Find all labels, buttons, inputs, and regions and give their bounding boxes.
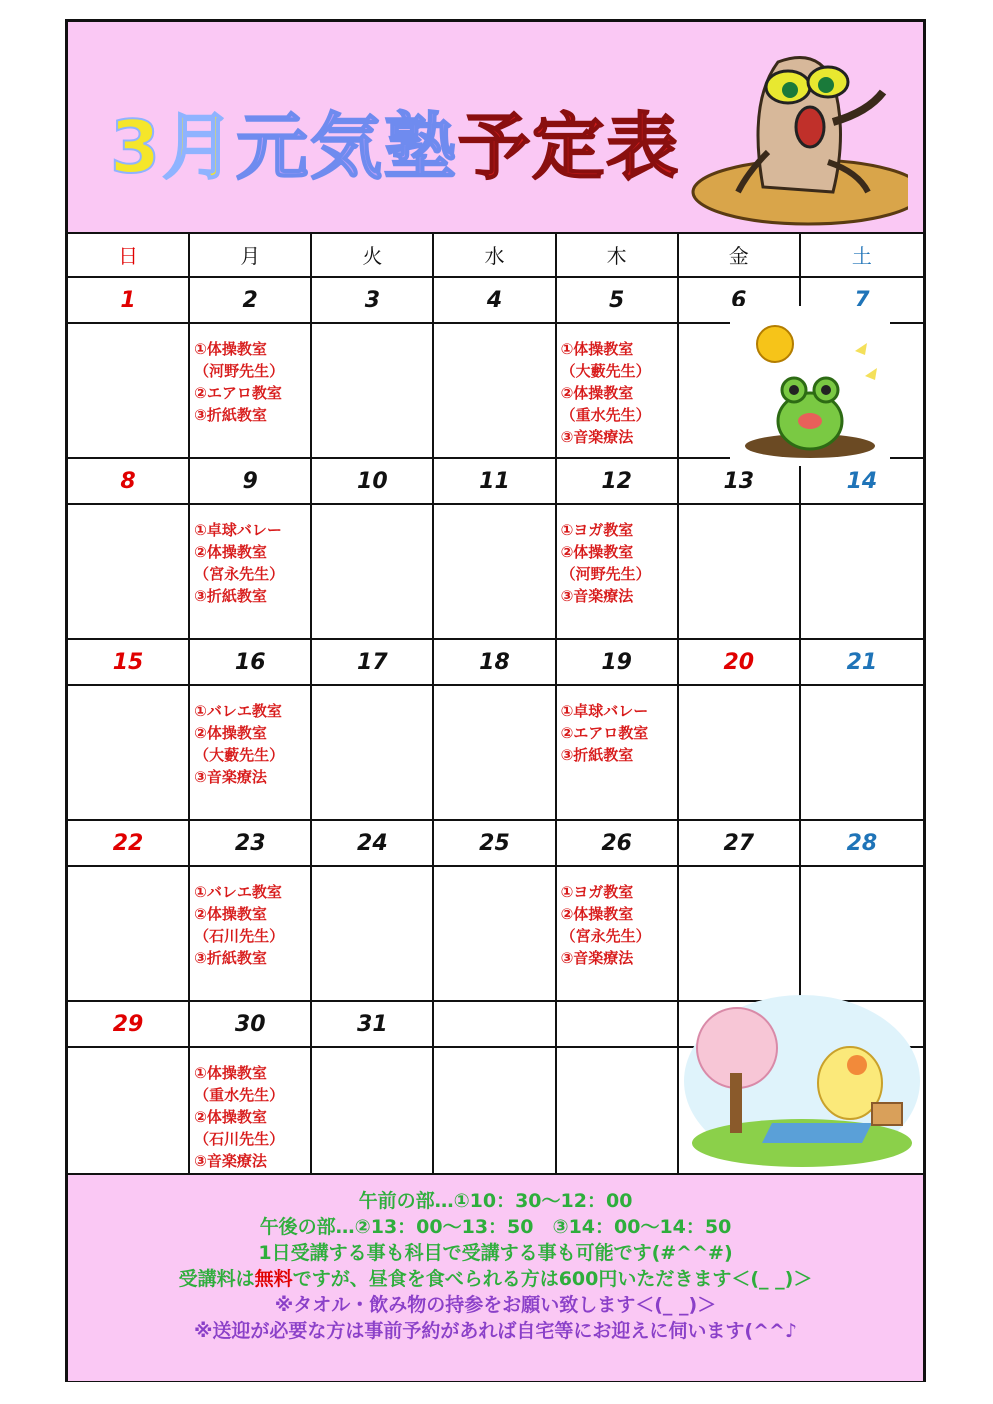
day-events [434, 867, 556, 1000]
day-events [679, 686, 801, 819]
footer-towel-note: ※タオル・飲み物の持参をお願い致します＜(_ _)＞ [274, 1294, 717, 1316]
header [68, 22, 923, 234]
day-events [68, 1048, 190, 1181]
title-name: 元気塾 [236, 105, 459, 189]
event-item: ①バレエ教室 [194, 883, 282, 901]
frog-illustration [730, 306, 890, 466]
event-item: ②体操教室 [194, 1108, 267, 1126]
event-item: ③折紙教室 [194, 587, 267, 605]
event-item: （宮永先生） [194, 565, 285, 583]
event-row [68, 505, 923, 640]
date-number: 21 [846, 649, 878, 675]
bird-picnic-illustration [682, 993, 922, 1169]
fee-pre: 受講料は [178, 1268, 255, 1290]
date-number: 27 [679, 821, 801, 865]
date-number-row [68, 821, 923, 867]
event-row [68, 686, 923, 821]
day-events [679, 505, 801, 638]
date-number: 1 [68, 278, 190, 322]
day-events [68, 867, 190, 1000]
footer-afternoon-session: 午後の部…②13：00～13：50 ③14：00～14：50 [259, 1216, 732, 1238]
day-events [801, 867, 923, 1000]
day-events [557, 505, 679, 638]
date-number: 2 [190, 278, 312, 322]
date-number: 15 [68, 640, 190, 684]
date-number: 17 [312, 640, 434, 684]
date-number: 11 [434, 459, 556, 503]
footer-morning-session: 午前の部…①10：30～12：00 [358, 1190, 633, 1212]
title-month: 3月 [110, 105, 237, 189]
date-number: 24 [312, 821, 434, 865]
day-events [801, 505, 923, 638]
event-item: ②体操教室 [194, 724, 267, 742]
date-number: 23 [190, 821, 312, 865]
day-events [190, 1048, 312, 1181]
date-number: 22 [68, 821, 190, 865]
day-events [312, 324, 434, 457]
event-item: ③音楽療法 [194, 768, 267, 786]
event-item: （大藪先生） [560, 362, 651, 380]
date-number: 3 [312, 278, 434, 322]
day-events [312, 1048, 434, 1181]
weekday-header: 木 [557, 232, 679, 276]
footer-info [68, 1173, 923, 1381]
date-number: 20 [679, 640, 801, 684]
weekday-header-row [68, 232, 923, 278]
weekday-header: 月 [190, 232, 312, 276]
event-item: ①体操教室 [560, 340, 634, 358]
event-item: （大藪先生） [194, 746, 285, 764]
date-number: 6 [679, 278, 801, 322]
day-events [312, 505, 434, 638]
event-item: （石川先生） [194, 1130, 285, 1148]
date-number [557, 1002, 679, 1046]
day-events [801, 686, 923, 819]
event-item: ②体操教室 [194, 543, 267, 561]
event-item: ①バレエ教室 [194, 702, 282, 720]
date-number: 30 [190, 1002, 312, 1046]
date-number: 4 [434, 278, 556, 322]
day-events [68, 686, 190, 819]
event-item: ②エアロ教室 [194, 384, 282, 402]
fee-free: 無料 [254, 1268, 293, 1290]
footer-attendance-note: 1日受講する事も科目で受講する事も可能です(#^^#) [258, 1242, 733, 1264]
event-item: ③音楽療法 [560, 428, 634, 446]
day-events [190, 324, 312, 457]
day-events [679, 867, 801, 1000]
day-events [68, 324, 190, 457]
day-events [557, 686, 679, 819]
event-item: （河野先生） [194, 362, 285, 380]
title-plan: 予定表 [458, 105, 681, 189]
day-events [557, 324, 679, 457]
event-item: ③折紙教室 [194, 406, 267, 424]
event-item: ①ヨガ教室 [560, 883, 634, 901]
event-item: ②エアロ教室 [560, 724, 649, 742]
event-item: ③音楽療法 [560, 587, 634, 605]
event-item: （宮永先生） [560, 927, 651, 945]
date-number: 7 [854, 287, 870, 313]
date-number: 19 [557, 640, 679, 684]
page-title [110, 92, 680, 202]
day-events [557, 1048, 679, 1181]
weekday-header: 火 [312, 232, 434, 276]
day-events [312, 867, 434, 1000]
date-number [434, 1002, 556, 1046]
event-item: ①卓球バレー [194, 521, 282, 539]
date-number: 29 [68, 1002, 190, 1046]
date-number: 18 [434, 640, 556, 684]
mascot-illustration [668, 42, 908, 227]
date-number: 28 [846, 830, 878, 856]
event-item: ①ヨガ教室 [560, 521, 634, 539]
date-number: 14 [846, 468, 878, 494]
date-number: 13 [679, 459, 801, 503]
weekday-header: 水 [434, 232, 556, 276]
event-item: ③折紙教室 [194, 949, 267, 967]
date-number-row [68, 640, 923, 686]
fee-post: ですが、昼食を食べられる方は600円いただきます＜(_ _)＞ [292, 1268, 813, 1290]
date-number: 9 [190, 459, 312, 503]
weekday-header: 土 [851, 243, 872, 268]
footer-pickup-note: ※送迎が必要な方は事前予約があれば自宅等にお迎えに伺います(^^♪ [193, 1320, 798, 1342]
day-events [190, 867, 312, 1000]
day-events [434, 686, 556, 819]
event-item: （石川先生） [194, 927, 285, 945]
day-events [312, 686, 434, 819]
day-events [557, 867, 679, 1000]
event-item: （河野先生） [560, 565, 651, 583]
event-item: ②体操教室 [194, 905, 267, 923]
event-item: ②体操教室 [560, 384, 634, 402]
weekday-header: 金 [679, 232, 801, 276]
date-number: 26 [557, 821, 679, 865]
event-item: ①卓球バレー [560, 702, 649, 720]
day-events [434, 324, 556, 457]
day-events [434, 505, 556, 638]
date-number: 25 [434, 821, 556, 865]
day-events [68, 505, 190, 638]
event-item: （重水先生） [560, 406, 651, 424]
event-item: ③音楽療法 [560, 949, 634, 967]
event-item: ②体操教室 [560, 905, 634, 923]
date-number: 16 [190, 640, 312, 684]
date-number: 10 [312, 459, 434, 503]
weekday-header: 日 [68, 232, 190, 276]
date-number: 12 [557, 459, 679, 503]
day-events [434, 1048, 556, 1181]
date-number: 5 [557, 278, 679, 322]
event-item: ①体操教室 [194, 340, 267, 358]
calendar-frame [65, 19, 926, 1382]
date-number: 31 [312, 1002, 434, 1046]
day-events [190, 686, 312, 819]
day-events [190, 505, 312, 638]
event-item: ③音楽療法 [194, 1152, 267, 1170]
event-row [68, 867, 923, 1002]
event-item: ③折紙教室 [560, 746, 634, 764]
event-item: ①体操教室 [194, 1064, 267, 1082]
event-item: （重水先生） [194, 1086, 285, 1104]
event-item: ②体操教室 [560, 543, 634, 561]
date-number: 8 [68, 459, 190, 503]
footer-fee-note [68, 1267, 923, 1291]
